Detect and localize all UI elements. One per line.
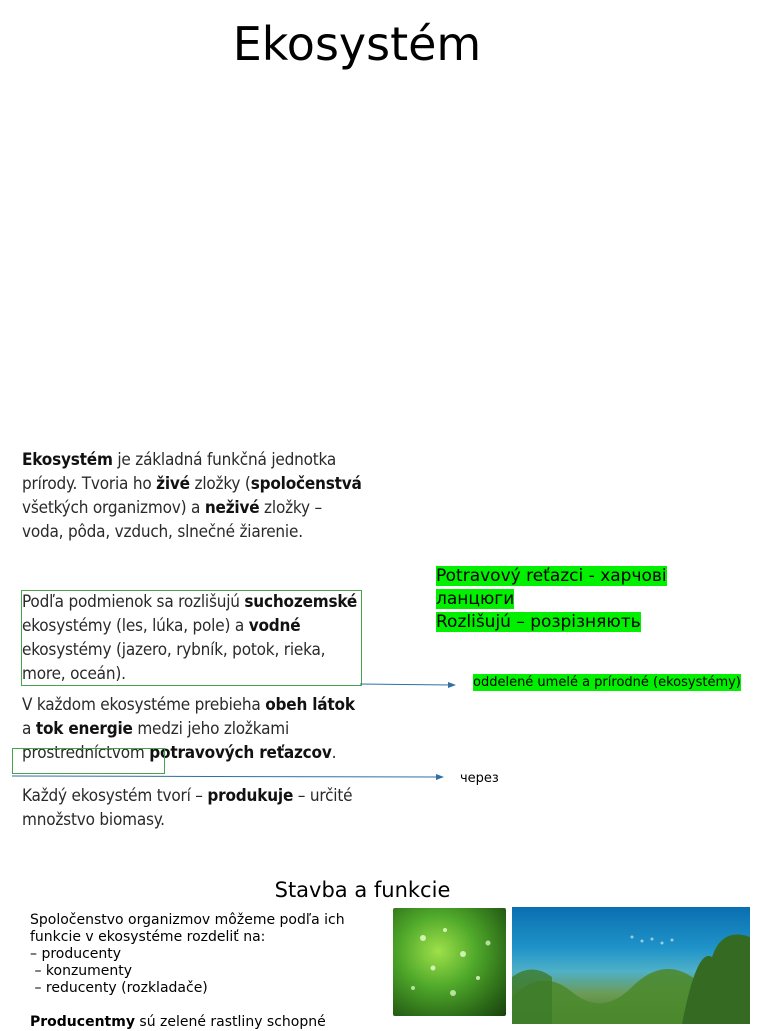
seagrass-underwater-image <box>512 907 750 1024</box>
term-zive: živé <box>156 474 190 494</box>
text-span: . <box>331 743 337 763</box>
algae-bubbles <box>393 908 506 1016</box>
body-line: funkcie v ekosystéme rozdeliť na: <box>30 929 266 945</box>
body-line: – konzumenty <box>30 963 133 979</box>
translation-note <box>436 565 756 634</box>
page-title: Ekosystém <box>232 17 482 71</box>
term-vodne: vodné <box>248 616 301 636</box>
text-span: a <box>22 719 36 739</box>
text-span: ekosystémy (les, lúka, pole) a <box>22 616 249 636</box>
text-span: ekosystémy (jazero, rybník, potok, rieka, more, oceán). <box>22 640 326 684</box>
term-produkuje: produkuje <box>207 786 294 806</box>
section-body <box>30 912 380 1031</box>
body-line <box>30 1014 380 1031</box>
arrow-right-icon <box>12 774 444 780</box>
note-through: через <box>460 771 499 786</box>
body-line: – reducenty (rozkladače) <box>30 980 208 996</box>
text-span: sú zelené rastliny schopné <box>134 1014 326 1030</box>
term-spolocenstva: spoločenstvá <box>250 474 362 494</box>
text-span: zložky ( <box>189 474 251 494</box>
term-producenty: Producentmy <box>30 1014 135 1030</box>
translation-line-2: ланцюги <box>436 589 515 609</box>
note-separated-ecosystems: oddelené umelé a prírodné (ekosystémy) <box>473 675 741 690</box>
text-span: V každom ekosystéme prebieha <box>22 695 266 715</box>
body-line: – producenty <box>30 946 122 962</box>
term-potravove-retazce: potravových reťazcov <box>149 743 332 763</box>
text-span: zložky – voda, pôda, vzduch, slnečné žiarenie. <box>22 498 322 542</box>
term-obeh-latok: obeh látok <box>265 695 355 715</box>
seagrass-shapes <box>512 907 750 1024</box>
term-suchozemske: suchozemské <box>244 592 358 612</box>
text-span: všetkých organizmov) a <box>22 498 205 518</box>
section-title: Stavba a funkcie <box>274 878 451 902</box>
text-span: Podľa podmienok sa rozlišujú <box>22 592 245 612</box>
text-span: medzi jeho zložkami prostredníctvom <box>22 719 290 763</box>
text-span: Každý ekosystém tvorí – <box>22 786 208 806</box>
term-tok-energie: tok energie <box>35 719 133 739</box>
body-line: Spoločenstvo organizmov môžeme podľa ich <box>30 912 345 928</box>
algae-image <box>393 908 506 1016</box>
term-ekosystem: Ekosystém <box>22 450 113 470</box>
text-span: je základná funkčná jednotka prírody. Tvoria ho <box>22 450 337 494</box>
term-nezive: neživé <box>204 498 260 518</box>
text-span: – určité množstvo biomasy. <box>22 786 353 830</box>
translation-line-1: Potravový reťazci - харчові <box>436 566 667 586</box>
translation-line-3: Rozlišujú – розрізняють <box>436 612 641 632</box>
arrow-right-icon <box>360 682 456 688</box>
